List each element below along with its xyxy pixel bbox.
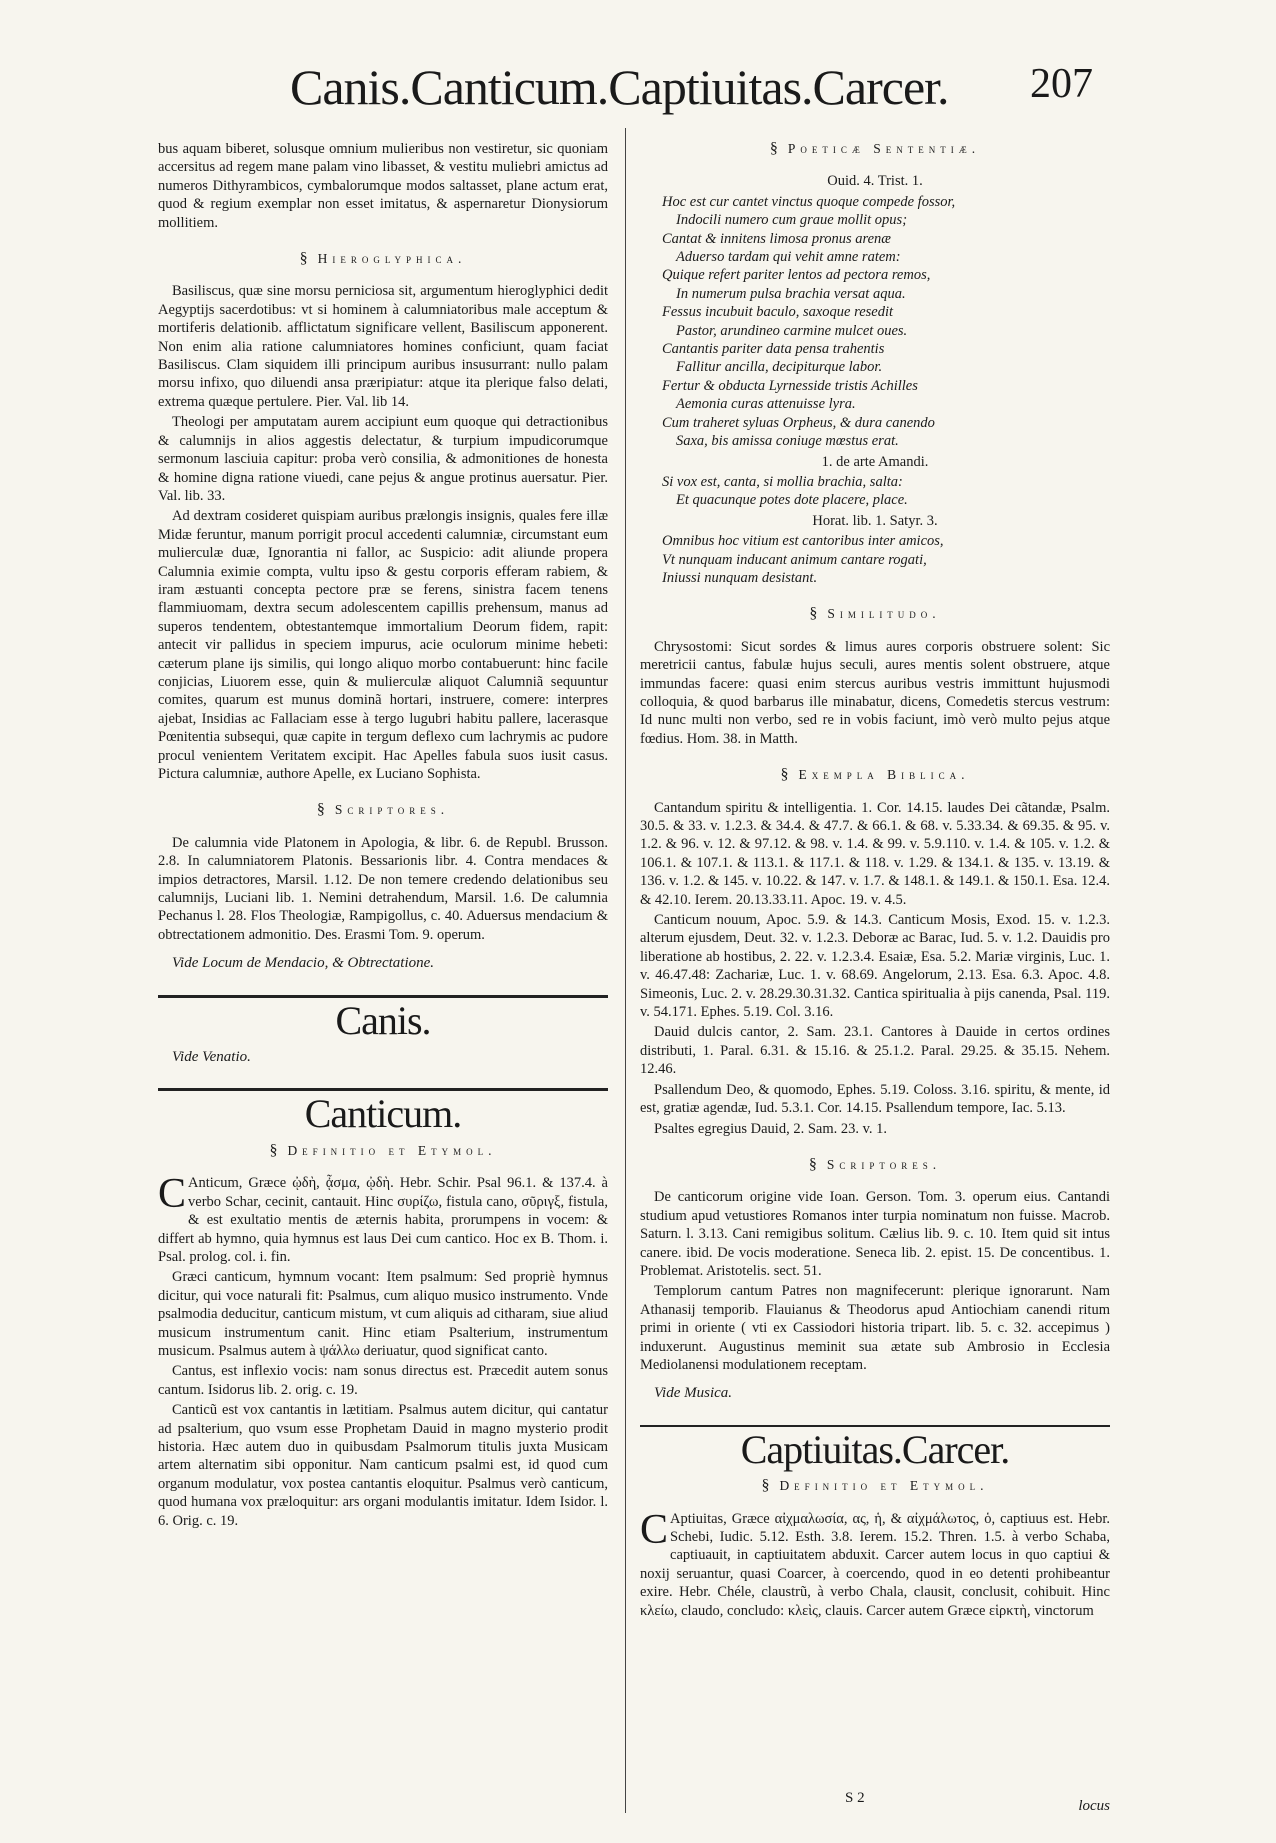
poem-line: Et quacunque potes dote placere, place. — [676, 492, 908, 509]
pilcrow-icon: § — [269, 1141, 278, 1159]
page-number: 207 — [1030, 61, 1093, 107]
exempla-paragraph: Dauid dulcis cantor, 2. Sam. 23.1. Cantores à Dauide in certos ordines distributi, 1. Paral. 6.31. & 15.16. & 25.1.2. Paral. 29.25. & 35.15. Nehem. 12.46. — [640, 1024, 1110, 1078]
entry-heading-canticum: Canticum. — [304, 1091, 462, 1137]
section-heading-hieroglyphica: § Hieroglyphica. — [299, 250, 467, 268]
hieroglyphica-paragraph: Theologi per amputatam aurem accipiunt eum quoque qui detractionibus & calumnijs in alios aggestis delectatur, & turpium impudicorumque sermonum lasciuia capitur: proba verò consilia, & admonitiones de honesta & homine digna ratione viuedi, cane pejus & angue protinus auersatur. Pier. Val. lib. 33. — [158, 414, 608, 504]
poem-line: Fertur & obducta Lyrnesside tristis Achilles — [662, 377, 918, 394]
poem-line: Omnibus hoc vitium est cantoribus inter amicos, — [662, 533, 944, 550]
poem-line: Cantat & innitens limosa pronus arenæ — [662, 230, 891, 247]
poem-line: Indocili numero cum graue mollit opus; — [676, 212, 908, 229]
intro-paragraph: bus aquam biberet, solusque omnium mulieribus non vestiretur, sic quoniam accersitus ad regem mane palam vino libasset, & vestitu muliebri amictus ad numeros Dithyrambicos, cymbalorumque modos saltasset, plane actum erat, quod & regium exemplar non esset imitatus, & aspernaretur Dionysiorum mollitiem. — [158, 141, 608, 231]
exempla-paragraph: Psallendum Deo, & quomodo, Ephes. 5.19. Coloss. 3.16. spiritu, & mente, id est, gratiæ agendæ, Iud. 5.3.1. Cor. 14.15. Psallendum tempore, Iac. 5.13. — [640, 1081, 1110, 1117]
definitio-paragraph: C Aptiuitas, Græce αἰχμαλωσία, ας, ἡ, & αἰχμάλωτος, ὁ, captiuus est. Hebr. Schebi, Iudic. 5.12. Esth. 3.8. Ierem. 15.2. Thren. 1.5. à verbo Schaba, captiuauit, in captiuitatem abduxit. Carcer autem locus in quo captiui & noxij seruantur, quasi Coarcer, à coercendo, quod in eo detenti prohibeantur exire. Hebr. Chéle, claustrũ, à verbo Chala, clausit, conclusit, cohibuit. Hinc κλείω, claudo, concludo: κλεὶς, clauis. Carcer autem Græce εἱρκτὴ, vinctorum — [640, 1506, 1110, 1619]
left-column — [158, 140, 608, 1532]
pilcrow-icon: § — [808, 1155, 817, 1173]
section-heading-similitudo: § Similitudo. — [809, 605, 941, 623]
section-heading-scriptores: § Scriptores. — [808, 1155, 942, 1173]
similitudo-paragraph: Chrysostomi: Sicut sordes & limus aures corporis obstruere solent: Sic meretricii cantus, fabulæ hujus seculi, aures mentis solent obstruere, atque immundas facere: quasi enim stercus auribus vestris immittunt hujusmodi colloquia, & quod barbarus ille minabatur, dicens, Comedetis stercus vestrum: Id nunc multi non verbo, sed re in vobis faciunt, imò verò multo pejus atque fœdius. Hom. 38. in Matth. — [640, 638, 1110, 747]
poem-line: Hoc est cur cantet vinctus quoque compede fossor, — [662, 193, 956, 210]
page-header — [0, 58, 1276, 138]
pilcrow-icon: § — [761, 1477, 770, 1495]
poem-line: Fallitur ancilla, decipiturque labor. — [676, 359, 883, 376]
cross-reference: Vide Venatio. — [172, 1049, 251, 1066]
pilcrow-icon: § — [769, 140, 778, 157]
poem-line: In numerum pulsa brachia versat aqua. — [676, 285, 906, 302]
exempla-paragraph: Canticum nouum, Apoc. 5.9. & 14.3. Canticum Mosis, Exod. 15. v. 1.2.3. alterum ejusdem, Deut. 32. v. 1.2.3. Deboræ ac Barac, Iud. 5. v. 1.2. Dauidis pro liberatione ab hostibus, 2. 22. v. 1.2.3.4. Esaiæ, Esa. 5.2. Mariæ virginis, Luc. 1. v. 46.47.48: Zachariæ, Luc. 1. v. 68.69. Angelorum, 2.13. Esa. 6.3. Apoc. 4.8. Simeonis, Luc. 2. v. 28.29.30.31.32. Cantica spiritualia à pijs canenda, Psal. 119. v. 54.171. Ephes. 5.19. Col. 3.16. — [640, 912, 1110, 1021]
poem-line: Pastor, arundineo carmine mulcet oues. — [676, 322, 908, 339]
poem-line: Aemonia curas attenuisse lyra. — [676, 396, 856, 413]
pilcrow-icon: § — [316, 801, 325, 819]
entry-heading-canis: Canis. — [335, 997, 431, 1043]
scriptores-paragraph: Templorum cantum Patres non magnifecerunt: plerique ignorarunt. Nam Athanasij temporib. Flauianus & Theodorus apud Antiochiam canendi ritum primi in oriente ( vti ex Cassiodori historia tripart. lib. 5. c. 32. accepimus ) induxerunt. Augustinus meminit sua ætate sub Ambrosio in Ecclesia Mediolanensi modulationem receptam. — [640, 1283, 1110, 1373]
poem-line: Quique refert pariter lentos ad pectora remos, — [662, 267, 931, 284]
section-heading-exempla: § Exempla Biblica. — [780, 766, 970, 784]
poem-line: Si vox est, canta, si mollia brachia, salta: — [662, 473, 903, 490]
right-column — [640, 140, 1110, 1622]
poem-line: Aduerso tardam qui vehit amne ratem: — [676, 249, 901, 266]
scriptores-paragraph: De canticorum origine vide Ioan. Gerson. Tom. 3. operum eius. Cantandi studium apud vetustiores Romanos inter turpia nominatum non fuisse. Macrob. Saturn. l. 3.13. Cani remigibus solitum. Cælius lib. 9. c. 10. Item quid sit intus canere. ibid. De vocis moderatione. Seneca lib. 2. epist. 15. De concentibus. 1. Problemat. Aristotelis. sect. 51. — [640, 1189, 1110, 1279]
entry-heading-captiuitas: Captiuitas.Carcer. — [740, 1426, 1010, 1472]
poem-source: 1. de arte Amandi. — [821, 453, 929, 470]
section-heading-poetica: § Poeticæ Sententiæ. — [769, 140, 981, 157]
column-divider — [625, 128, 626, 1813]
poem-line: Cantantis pariter data pensa trahentis — [662, 341, 885, 358]
scriptores-paragraph: De calumnia vide Platonem in Apologia, & libr. 6. de Republ. Brusson. 2.8. In calumniatorem Platonis. Bessarionis libr. 4. Contra mendaces & impios detractores, Marsil. 1.12. De non temere credendo delationibus seu calumnijs, Luciani lib. 1. Nemini detrahendum, Marsil. 1.6. De calumnia Pechanus l. 28. Flos Theologiæ, Rampigollus, c. 40. Aduersus mendacium & obtrectationem admonitio. Des. Erasmi Tom. 9. operum. — [158, 834, 608, 943]
exempla-paragraph: Psaltes egregius Dauid, 2. Sam. 23. v. 1. — [654, 1120, 888, 1137]
section-heading-scriptores: § Scriptores. — [316, 801, 450, 819]
pilcrow-icon: § — [780, 766, 789, 784]
exempla-paragraph: Cantandum spiritu & intelligentia. 1. Cor. 14.15. laudes Dei cãtandæ, Psalm. 30.5. & 33. v. 1.2.3. & 34.4. & 47.7. & 66.1. & 68. v. 5.33.34. & 69.35. & 95. v. 1.2. & 96. v. 12. & 97.12. & 98. v. 1.4. & 99. v. 5.9.110. v. 1.4. & 105. v. 1.2. & 106.1. & 107.1. & 113.1. & 117.1. & 118. v. 1.29. & 134.1. & 135. v. 13.19. & 136. v. 1.2. & 145. v. 10.22. & 147. v. 1.7. & 148.1. & 149.1. & 150.1. Esa. 12.4. & 42.10. Ierem. 20.13.33.11. Apoc. 19. v. 4.5. — [640, 799, 1110, 908]
hieroglyphica-paragraph: Ad dextram cosideret quispiam auribus prælongis insignis, quales fere illæ Midæ feruntur, manum porrigit procul accedenti calumniæ, circumstant eum mulierculæ duæ, Ignorantia ni fallor, ac Suspicio: adit aliunde propera Calumnia eximie compta, vultu ipso & gestu corporis efferam rabiem, & iram æstuanti concepta pectore præ se ferens, sinistra facem tenens flammiuomam, dextra secum adolescentem capillis prehensum, manus ad superos tendentem, obtestantemque immortalium Deorum fidem, rapit: antecit vir pallidus in speciem impurus, acie oculorum minime hebeti: cæterum plane ijs similis, qui longo aliquo morbo contabuerunt: hinc facile conjicias, Liuorem esse, quin & mulierculæ aliquot Calumniã sequuntur comites, quarum est munus dominã hortari, instruere, comere: interpres ajebat, Insidias ac Fallaciam esse à tergo lugubri habitu pallere, lacerasque Pœnitentia subsequi, quæ capite in tergum deflexo cum lachrymis ac pudore procul venientem Veritatem excipit. Hac Apelles fabula suos iusit casus. Pictura calumniæ, authore Apelle, ex Luciano Sophista. — [158, 508, 608, 782]
poem-line: Iniussi nunquam desistant. — [662, 569, 818, 586]
poem-source: Ouid. 4. Trist. 1. — [827, 173, 923, 190]
poem-line: Vt nunquam inducant animum cantare rogati, — [662, 551, 927, 568]
section-heading-definitio: § Definitio et Etymol. — [761, 1477, 989, 1495]
definitio-paragraph: Græci canticum, hymnum vocant: Item psalmum: Sed propriè hymnus dicitur, qui voce naturali fit: Psalmus, cum aliquo musico instrumento. Vnde psalmodia deducitur, canticum mistum, vt cum aliquis ad citharam, siue aliud musicum instrumentum canit. Hinc etiam Psalterium, instrumentum musicum. Psalmus autem à ψάλλω deriuatur, quod significat canto. — [158, 1269, 608, 1359]
drop-cap: C — [158, 1171, 187, 1218]
poem-line: Cum traheret syluas Orpheus, & dura canendo — [662, 414, 935, 431]
definitio-paragraph: Cantus, est inflexio vocis: nam sonus directus est. Præcedit autem sonus cantum. Isidorus lib. 2. orig. c. 19. — [158, 1363, 608, 1398]
running-title: Canis.Canticum.Captiuitas.Carcer. — [290, 59, 949, 115]
signature-mark: S 2 — [845, 1790, 865, 1806]
cross-reference: Vide Locum de Mendacio, & Obtrectatione. — [172, 955, 435, 972]
drop-cap: C — [640, 1506, 669, 1553]
definitio-paragraph: Canticũ est vox cantantis in lætitiam. Psalmus autem dicitur, qui cantatur ad psalterium, quo vsum esse Prophetam Dauid in magno mysterio prodit historia. Hæc autem duo in quibusdam Psalmorum titulis juxta Musicam artem alternatim sibi opponitur. Nam canticum psalmi est, id quod cum organum modulatur, vox postea cantantis eloquitur. Psalmus verò canticum, quod humana vox præloquitur: ars organi modulantis imitatur. Idem Isidor. l. 6. Orig. c. 19. — [158, 1402, 608, 1529]
pilcrow-icon: § — [299, 250, 308, 268]
section-heading-definitio: § Definitio et Etymol. — [269, 1141, 497, 1159]
poem-source: Horat. lib. 1. Satyr. 3. — [812, 512, 938, 529]
catchword: locus — [1078, 1798, 1110, 1814]
definitio-paragraph: C Anticum, Græce ᾠδὴ, ᾆσμα, ᾠδὴ. Hebr. Schir. Psal 96.1. & 137.4. à verbo Schar, cecinit, cantauit. Hinc συρίζω, fistula cano, σῦριγξ, fistula, & est exultatio mentis de æternis habita, prorumpens in vocem: & differt ab hymno, quia hymnus est laus Dei cum cantico. Hoc ex B. Thom. i. Psal. prolog. col. i. fin. — [158, 1171, 608, 1265]
poem-line: Fessus incubuit baculo, saxoque resedit — [662, 304, 894, 321]
cross-reference: Vide Musica. — [654, 1385, 733, 1402]
poem-line: Saxa, bis amissa coniuge mœstus erat. — [676, 433, 899, 450]
hieroglyphica-paragraph: Basiliscus, quæ sine morsu perniciosa sit, argumentum hieroglyphici dedit Aegyptijs sacerdotibus: vt si hominem à calumniatoribus male acceptum & mortiferis delationib. afflictatum significare vellent, Basiliscum apponerent. Non enim alia ratione calumniatores homines conficiunt, quam faciat Basiliscus. Clam siquidem illi principum auribus insusurrant: nullo palam morsu infixo, quo diluendi ansa præripiatur: atque ita plerique falso delati, extrema quæque pertulere. Pier. Val. lib 14. — [158, 283, 608, 410]
pilcrow-icon: § — [809, 605, 818, 623]
